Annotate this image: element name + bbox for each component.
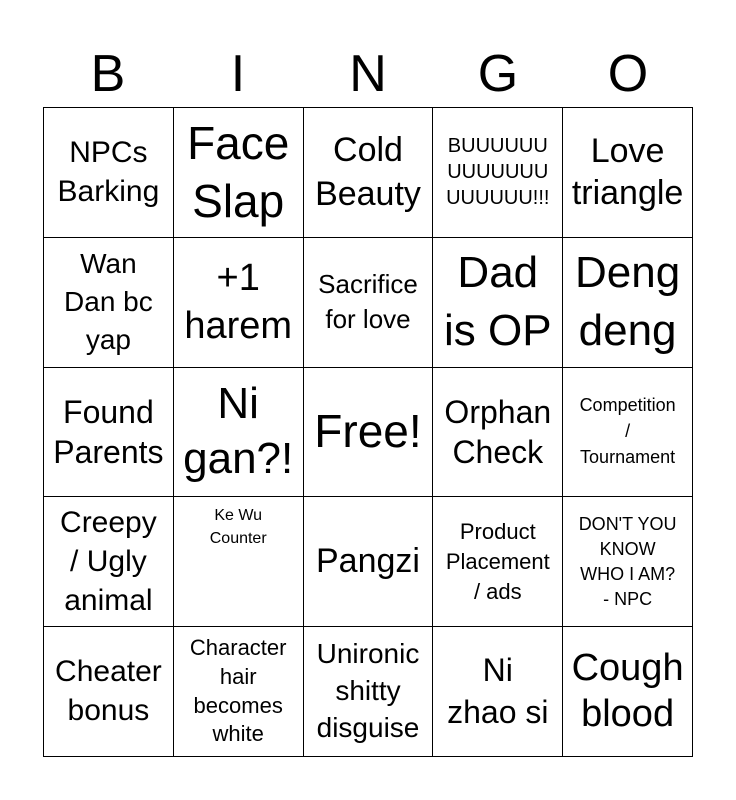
bingo-cell-text: Deng deng <box>575 248 681 356</box>
bingo-cell-text: Wan Dan bc yap <box>64 248 153 356</box>
bingo-cell[interactable] <box>174 238 304 368</box>
bingo-cell-text: Pangzi <box>316 542 420 581</box>
bingo-cell-text: Orphan Check <box>444 393 552 470</box>
bingo-cell-text: Sacrifice for love <box>318 269 418 335</box>
bingo-cell-text: Cold Beauty <box>315 131 421 214</box>
bingo-cell[interactable] <box>44 368 174 498</box>
bingo-cell[interactable] <box>433 368 563 498</box>
bingo-cell[interactable] <box>304 627 434 757</box>
bingo-cell-text: Product Placement / ads <box>445 518 550 604</box>
bingo-cell-text: NPCs Barking <box>57 136 160 209</box>
bingo-cell-text: Creepy / Ugly animal <box>60 506 157 618</box>
bingo-cell[interactable] <box>304 238 434 368</box>
bingo-cell[interactable] <box>563 238 693 368</box>
bingo-cell[interactable] <box>174 108 304 238</box>
bingo-cell-text: Love triangle <box>571 131 684 213</box>
bingo-cell-text: +1 harem <box>184 256 293 348</box>
bingo-cell-text: Ni gan?! <box>183 379 294 483</box>
bingo-cell[interactable] <box>563 497 693 627</box>
header-letter-o: O <box>607 45 649 103</box>
bingo-cell-text: DON'T YOU KNOW WHO I AM? - NPC <box>578 514 677 609</box>
bingo-cell-text: Found Parents <box>53 393 164 470</box>
bingo-cell[interactable] <box>44 238 174 368</box>
bingo-cell[interactable] <box>433 108 563 238</box>
bingo-header <box>43 44 693 104</box>
bingo-cell[interactable] <box>304 108 434 238</box>
bingo-cell-text: Dad is OP <box>444 248 552 356</box>
bingo-cell[interactable] <box>304 368 434 498</box>
bingo-cell[interactable] <box>174 627 304 757</box>
bingo-cell[interactable] <box>44 627 174 757</box>
bingo-cell[interactable] <box>304 497 434 627</box>
header-letter-b: B <box>90 45 126 103</box>
bingo-cell[interactable] <box>433 497 563 627</box>
header-letter-n: N <box>349 45 387 103</box>
bingo-cell-text: BUUUUUU UUUUUUU UUUUUU!!! <box>446 135 550 210</box>
bingo-cell[interactable] <box>433 627 563 757</box>
bingo-cell-text: Face Slap <box>187 116 290 228</box>
bingo-cell-text: Competition / Tournament <box>579 395 676 467</box>
bingo-board <box>43 107 693 757</box>
bingo-cell[interactable] <box>563 368 693 498</box>
bingo-cell[interactable] <box>563 627 693 757</box>
bingo-cell-text: Ni zhao si <box>447 652 549 730</box>
bingo-cell[interactable] <box>44 497 174 627</box>
bingo-cell-text: Cheater bonus <box>55 655 162 727</box>
bingo-cell[interactable] <box>174 497 304 627</box>
bingo-cell[interactable] <box>563 108 693 238</box>
bingo-cell[interactable] <box>433 238 563 368</box>
bingo-cell[interactable] <box>44 108 174 238</box>
bingo-cell-text: Free! <box>314 405 422 458</box>
bingo-cell-text: Character hair becomes white <box>189 635 287 747</box>
bingo-cell-text: Ke Wu Counter <box>209 507 267 547</box>
header-letter-i: I <box>230 45 246 103</box>
header-letter-g: G <box>477 45 519 103</box>
bingo-cell[interactable] <box>174 368 304 498</box>
bingo-cell-text: Cough blood <box>571 647 684 735</box>
bingo-cell-text: Unironic shitty disguise <box>316 638 420 744</box>
